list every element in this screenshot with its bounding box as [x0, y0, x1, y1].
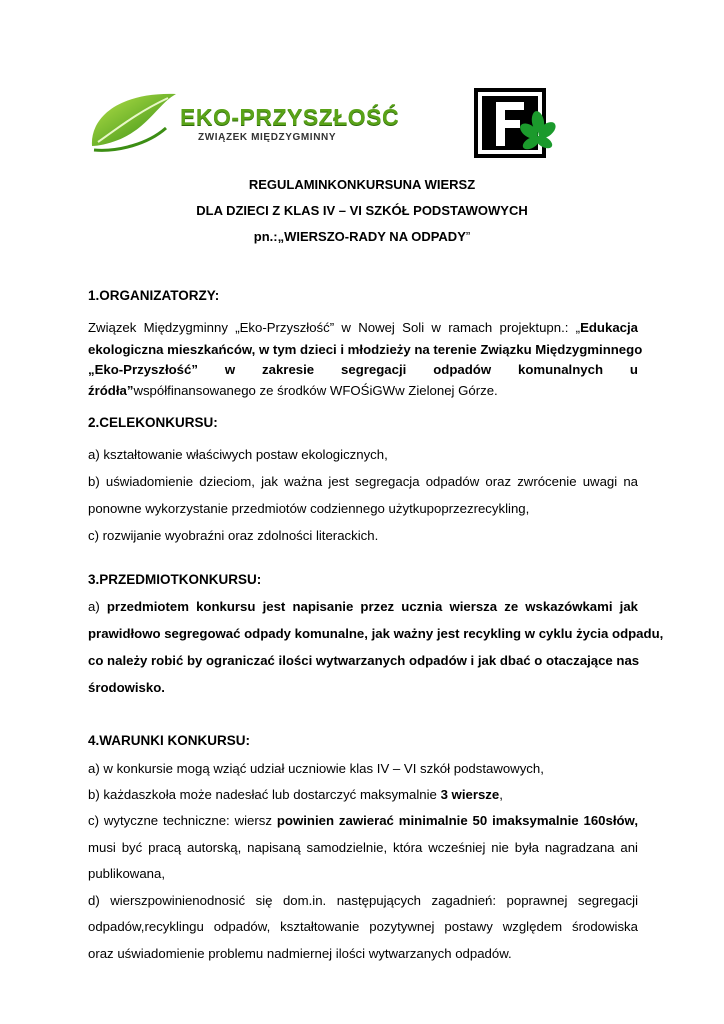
s1-line-1-text: Związek Międzygminny „Eko-Przyszłość” w Nowej Soli w ramach projektupn.: „	[88, 320, 581, 335]
title-line-3-main: pn.:„WIERSZO-RADY NA ODPADY	[253, 229, 466, 244]
s1-line-4-text: współfinansowanego ze środków WFOŚiGWw Zielonej Górze.	[133, 383, 498, 398]
eko-logo-name: EKO-PRZYSZŁOŚĆ	[180, 104, 400, 130]
s3-line-1-prefix: a)	[88, 599, 107, 614]
s1-line-1-bold: Edukacja	[580, 320, 638, 335]
s4-item-d-line-2: odpadów,recyklingu odpadów, kształtowanie pozytywnej postawy względem środowiska	[88, 919, 638, 934]
s1-line-4	[88, 383, 638, 398]
s3-line-4: środowisko.	[88, 680, 165, 695]
section-2-heading: 2.CELEKONKURSU:	[88, 415, 218, 430]
s1-line-2: ekologiczna mieszkańców, w tym dzieci i młodzieży na terenie Związku Międzygminnego	[88, 342, 643, 357]
s4-item-b	[88, 787, 638, 802]
title-line-1: REGULAMINKONKURSUNA WIERSZ	[248, 177, 476, 192]
s1-line-3: „Eko-Przyszłość” w zakresie segregacji odpadów komunalnych u	[88, 362, 638, 377]
s4-item-b-bold: 3 wiersze	[440, 787, 500, 802]
s3-line-1	[88, 599, 638, 614]
s4-item-b-text: b) każdaszkoła może nadesłać lub dostarczyć maksymalnie	[88, 787, 441, 802]
s1-line-1	[88, 320, 638, 335]
f-logo-graphic	[474, 88, 556, 160]
s4-item-d-line-1: d) wierszpowinienodnosić się dom.in. następujących zagadnień: poprawnej segregacji	[88, 893, 638, 908]
s2-item-b-line-2: ponowne wykorzystanie przedmiotów codziennego użytkupoprzezrecykling,	[88, 501, 530, 516]
title-line-2: DLA DZIECI Z KLAS IV – VI SZKÓŁ PODSTAWOWYCH	[196, 203, 528, 218]
s2-item-a: a) kształtowanie właściwych postaw ekologicznych,	[88, 447, 388, 462]
s4-item-d-line-3: oraz uświadomienie problemu nadmiernej ilości wytwarzanych odpadów.	[88, 946, 512, 961]
leaf-icon	[88, 88, 180, 154]
s4-item-c-text: c) wytyczne techniczne: wiersz	[88, 813, 277, 828]
s3-line-1-bold: przedmiotem konkursu jest napisanie przez ucznia wiersza ze wskazówkami jak	[106, 599, 639, 614]
s3-line-2: prawidłowo segregować odpady komunalne, jak ważny jest recykling w cyklu życia odpadu,	[88, 626, 664, 641]
title-line-3-quote: ”	[465, 229, 471, 244]
eko-przyszlosc-logo	[88, 88, 400, 154]
s4-item-c-line-1	[88, 813, 638, 828]
section-4-heading: 4.WARUNKI KONKURSU:	[88, 733, 250, 748]
s1-line-4-bold: źródła”	[88, 383, 134, 398]
title-line-3	[0, 229, 724, 244]
s4-item-a: a) w konkursie mogą wziąć udział uczniowie klas IV – VI szkół podstawowych,	[88, 761, 544, 776]
s2-item-b-line-1: b) uświadomienie dzieciom, jak ważna jest segregacja odpadów oraz zwrócenie uwagi na	[88, 474, 638, 489]
s4-item-c-line-3: publikowana,	[88, 866, 165, 881]
s2-item-c: c) rozwijanie wyobraźni oraz zdolności literackich.	[88, 528, 379, 543]
section-3-heading: 3.PRZEDMIOTKONKURSU:	[88, 572, 262, 587]
s4-item-b-end: ,	[499, 787, 503, 802]
s3-line-3: co należy robić by ograniczać ilości wytwarzanych odpadów i jak dbać o otaczające nas	[88, 653, 640, 668]
section-1-heading: 1.ORGANIZATORZY:	[88, 288, 220, 303]
s4-item-c-line-2: musi być pracą autorską, napisaną samodzielnie, która wcześniej nie była nagradzana ani	[88, 840, 638, 855]
s4-item-c-bold: powinien zawierać minimalnie 50 imaksymalnie 160słów,	[276, 813, 638, 828]
f-logo	[474, 88, 556, 160]
eko-logo-subtitle: ZWIĄZEK MIĘDZYGMINNY	[198, 132, 337, 143]
